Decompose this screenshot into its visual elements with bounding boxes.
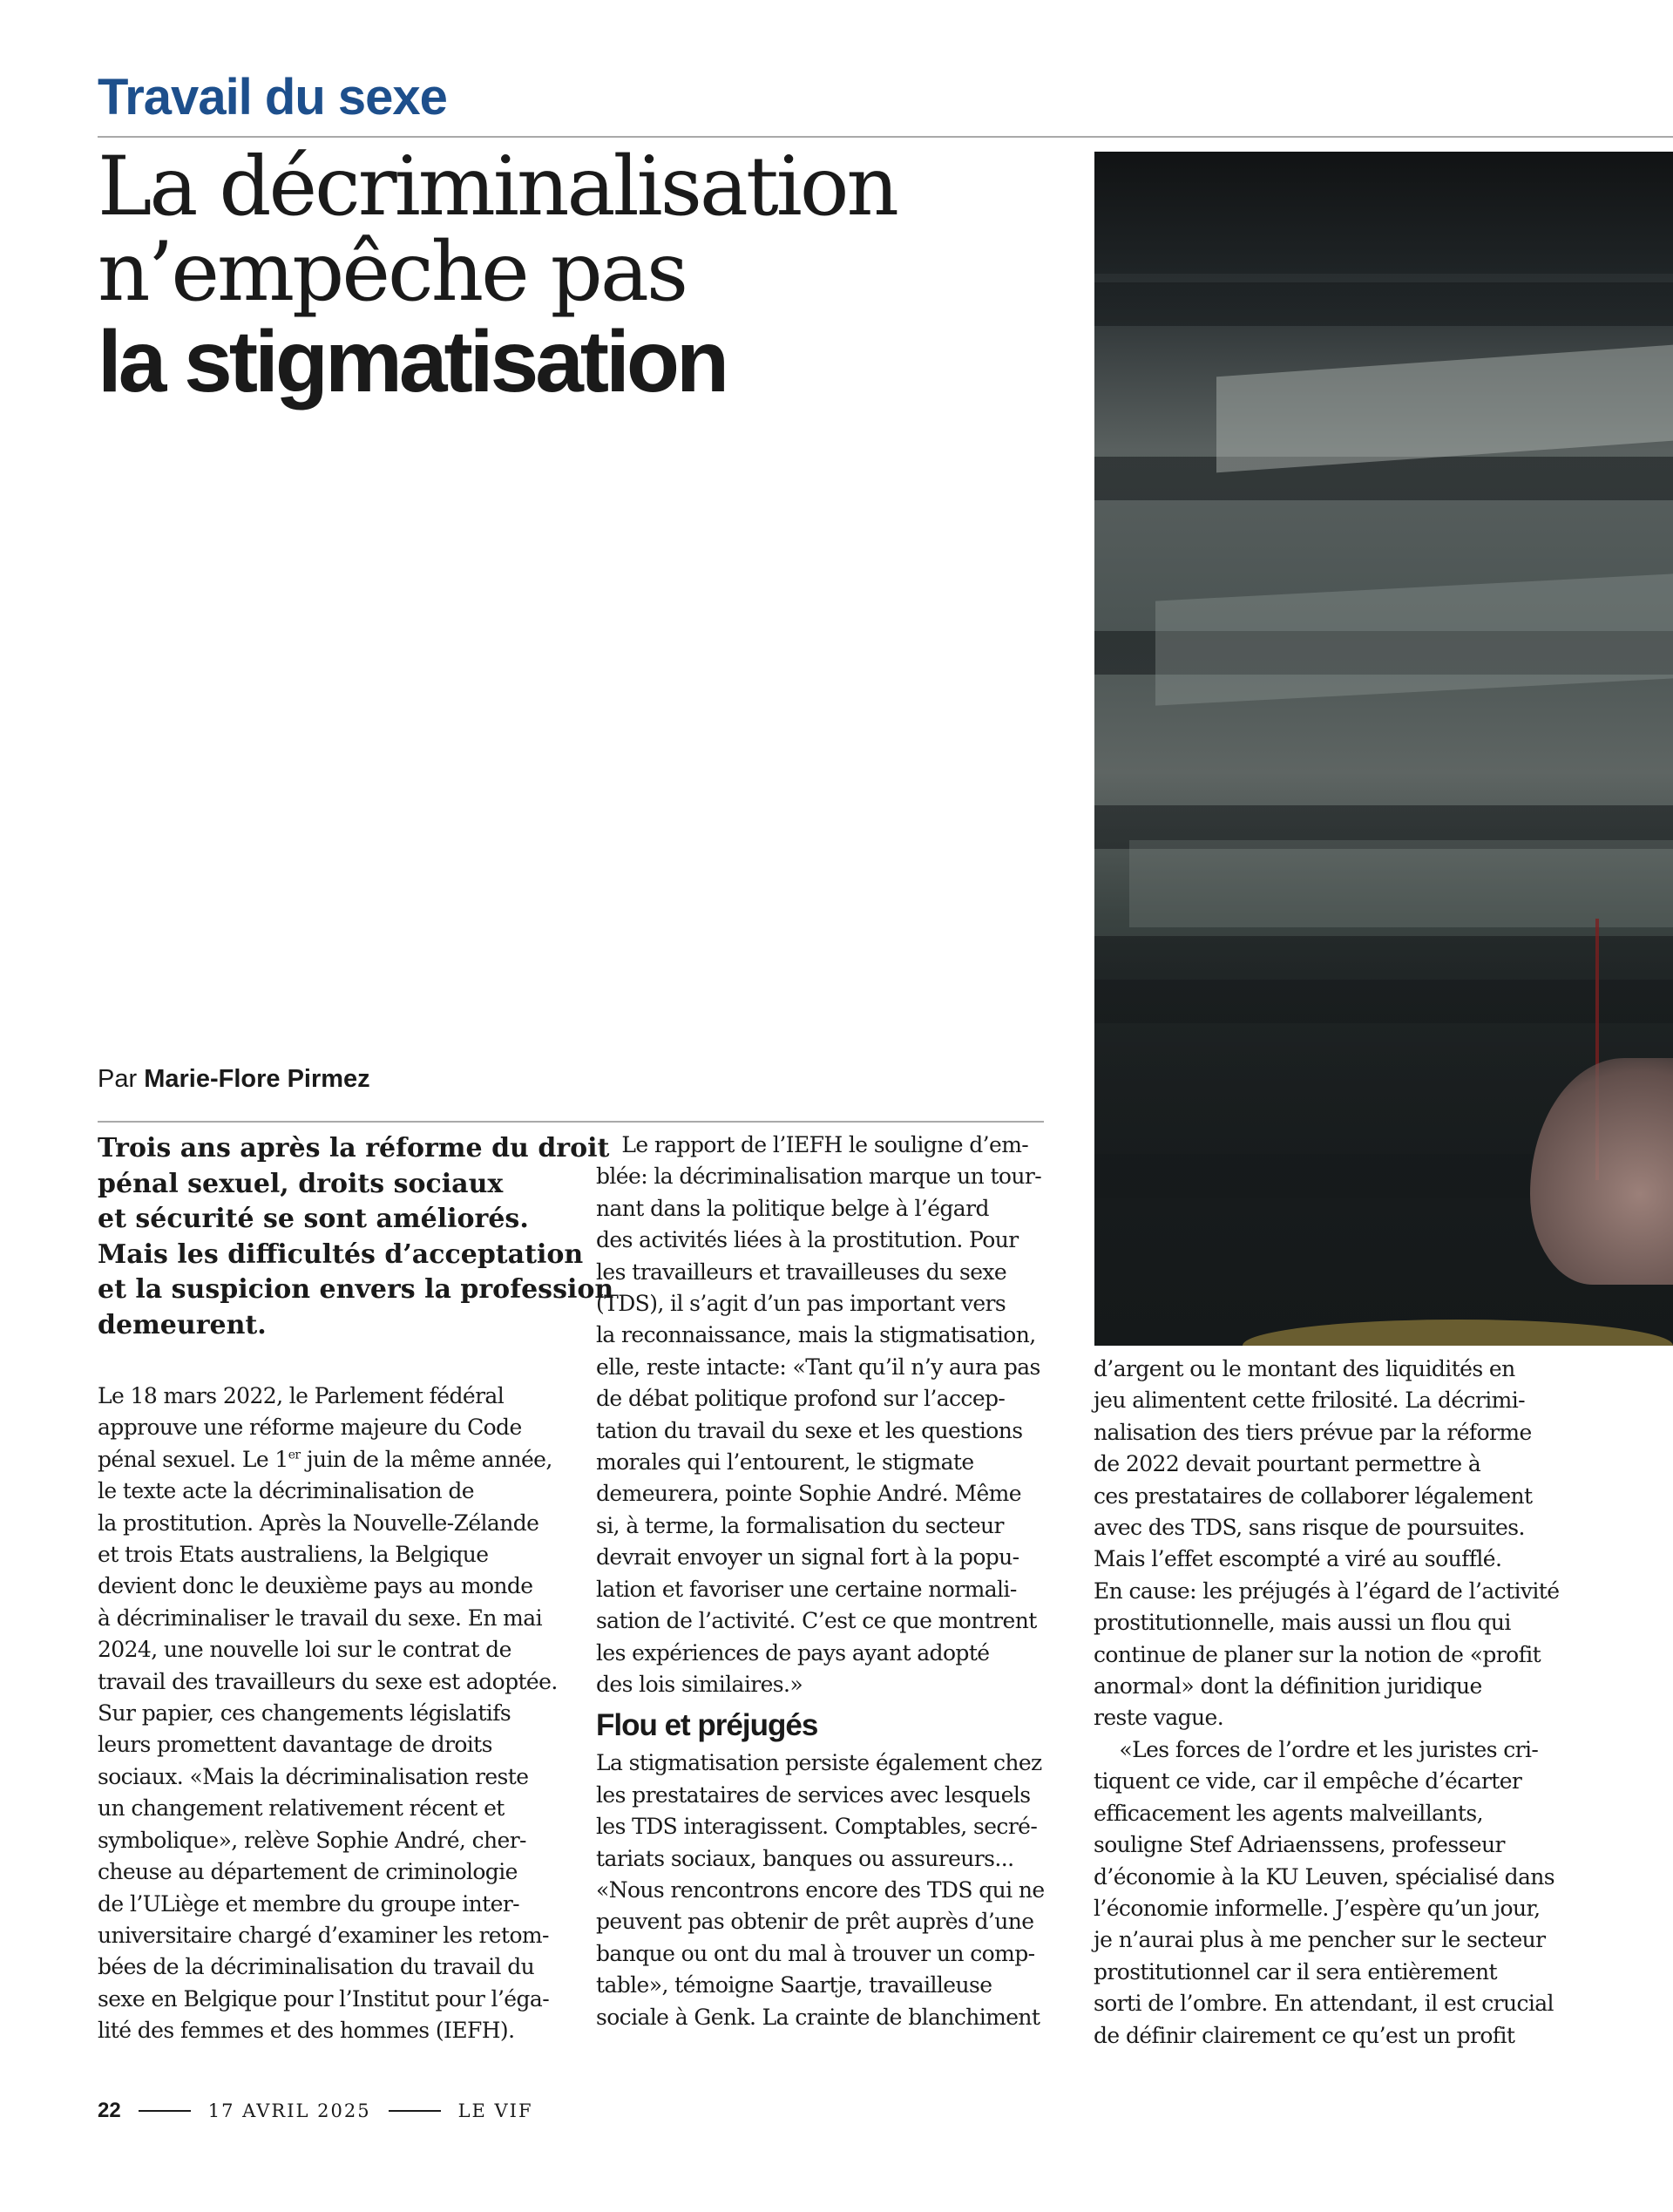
lead-line: Trois ans après la réforme du droit <box>98 1133 610 1164</box>
text-line: devrait envoyer un signal fort à la popu- <box>596 1544 1019 1571</box>
text-line: à décriminaliser le travail du sexe. En mai <box>98 1605 542 1631</box>
text-line: les travailleurs et travailleuses du sexe <box>596 1259 1007 1285</box>
text-line: approuve une réforme majeure du Code <box>98 1415 522 1441</box>
text-line: «Nous rencontrons encore des TDS qui ne <box>596 1876 1045 1903</box>
lead-line: Mais les difficultés d’acceptation <box>98 1238 584 1270</box>
byline <box>98 1065 370 1094</box>
text-span: juin de la même année, <box>300 1446 552 1472</box>
photo-shade <box>1129 840 1673 927</box>
title-line: n’empêche pas <box>98 225 687 320</box>
text-line: elle, reste intacte: «Tant qu’il n’y aura pas <box>596 1354 1040 1380</box>
text-line: continue de planer sur la notion de «profit <box>1094 1641 1541 1667</box>
text-line: efficacement les agents malveillants, <box>1094 1800 1483 1826</box>
text-line: tation du travail du sexe et les questions <box>596 1417 1023 1443</box>
text-line: symbolique», relève Sophie André, cher- <box>98 1827 526 1853</box>
text-line: sorti de l’ombre. En attendant, il est crucial <box>1094 1991 1554 2017</box>
article-title <box>98 139 1074 411</box>
text-line: sociale à Genk. La crainte de blanchiment <box>596 2004 1040 2030</box>
lead-line: pénal sexuel, droits sociaux <box>98 1168 504 1199</box>
text-line: travail des travailleurs du sexe est adoptée. <box>98 1668 558 1694</box>
text-line: demeurera, pointe Sophie André. Même <box>596 1481 1021 1507</box>
text-line: de l’ULiège et membre du groupe inter- <box>98 1890 520 1917</box>
text-line: nalisation des tiers prévue par la réforme <box>1094 1419 1532 1445</box>
text-line: des activités liées à la prostitution. Pour <box>596 1227 1019 1253</box>
text-line: table», témoigne Saartje, travailleuse <box>596 1972 992 1998</box>
title-line: La décriminalisation <box>98 139 897 234</box>
text-line: Le 18 mars 2022, le Parlement fédéral <box>98 1383 505 1408</box>
text-line: les prestataires de services avec lesquels <box>596 1781 1031 1808</box>
byline-prefix: Par <box>98 1065 138 1093</box>
photo-shade <box>1155 573 1673 705</box>
text-line: sexe en Belgique pour l’Institut pour l’éga- <box>98 1985 550 2012</box>
text-line: peuvent pas obtenir de prêt auprès d’une <box>596 1909 1034 1935</box>
text-line: les expériences de pays ayant adopté <box>596 1639 990 1666</box>
text-line: lité des femmes et des hommes (IEFH). <box>98 2018 515 2044</box>
issue-date: 17 AVRIL 2025 <box>207 2100 371 2121</box>
text-line: avec des TDS, sans risque de poursuites. <box>1094 1515 1525 1541</box>
text-line: et trois Etats australiens, la Belgique <box>98 1542 489 1568</box>
text-line: les TDS interagissent. Comptables, secré- <box>596 1814 1038 1840</box>
text-line: jeu alimentent cette frilosité. La décrimi- <box>1094 1388 1526 1414</box>
text-line: d’argent ou le montant des liquidités en <box>1094 1356 1515 1381</box>
text-line: le texte acte la décriminalisation de <box>98 1478 474 1504</box>
footer-dash <box>139 2110 191 2112</box>
text-line: morales qui l’entourent, le stigmate <box>596 1449 974 1476</box>
text-line: Le rapport de l’IEFH le souligne d’em- <box>596 1132 1029 1157</box>
photo-shade <box>1216 345 1673 473</box>
text-line: «Les forces de l’ordre et les juristes cri- <box>1094 1736 1539 1762</box>
text-line: Mais l’effet escompté a viré au soufflé. <box>1094 1546 1502 1572</box>
body-column-1 <box>98 1381 558 2047</box>
photo-shade <box>1094 152 1673 274</box>
lead-line: et sécurité se sont améliorés. <box>98 1204 529 1234</box>
text-line <box>98 1444 558 1476</box>
text-line: blée: la décriminalisation marque un tour- <box>596 1164 1042 1190</box>
text-line: sation de l’activité. C’est ce que montrent <box>596 1608 1037 1634</box>
body-column-3 <box>1094 1354 1559 2052</box>
section-kicker: Travail du sexe <box>98 69 447 126</box>
body-column-2 <box>596 1130 1045 2033</box>
text-line: 2024, une nouvelle loi sur le contrat de <box>98 1637 511 1663</box>
text-line: des lois similaires.» <box>596 1671 803 1697</box>
text-line: un changement relativement récent et <box>98 1795 505 1822</box>
byline-divider <box>98 1121 1044 1123</box>
magazine-name: LE VIF <box>457 2100 533 2121</box>
text-line: bées de la décriminalisation du travail du <box>98 1954 535 1980</box>
text-line: ces prestataires de collaborer légalement <box>1094 1483 1533 1509</box>
text-line: (TDS), il s’agit d’un pas important vers <box>596 1291 1006 1317</box>
page-footer <box>98 2099 533 2123</box>
page-number: 22 <box>98 2099 121 2122</box>
text-line: nant dans la politique belge à l’égard <box>596 1195 989 1221</box>
footer-dash <box>389 2110 441 2112</box>
text-line: de débat politique profond sur l’accep- <box>596 1386 1006 1412</box>
text-line: reste vague. <box>1094 1705 1224 1731</box>
text-line: d’économie à la KU Leuven, spécialisé dans <box>1094 1863 1555 1890</box>
text-line: leurs promettent davantage de droits <box>98 1732 492 1758</box>
text-line: lation et favoriser une certaine normali- <box>596 1576 1017 1602</box>
text-line: La stigmatisation persiste également chez <box>596 1750 1042 1776</box>
lead-paragraph <box>98 1131 614 1343</box>
lead-line: et la suspicion envers la profession <box>98 1274 614 1305</box>
lead-line: demeurent. <box>98 1309 267 1340</box>
text-line: prostitutionnel car il sera entièrement <box>1094 1958 1497 1985</box>
text-line: devient donc le deuxième pays au monde <box>98 1573 533 1599</box>
text-line: si, à terme, la formalisation du secteur <box>596 1512 1004 1538</box>
text-line: l’économie informelle. J’espère qu’un jour, <box>1094 1895 1541 1921</box>
top-divider <box>98 136 1673 138</box>
text-line: universitaire chargé d’examiner les retom- <box>98 1922 549 1948</box>
text-line: sociaux. «Mais la décriminalisation reste <box>98 1763 529 1789</box>
article-photo <box>1094 152 1673 1346</box>
byline-author: Marie-Flore Pirmez <box>144 1065 370 1093</box>
text-span: pénal sexuel. Le 1 <box>98 1446 288 1472</box>
text-line: souligne Stef Adriaenssens, professeur <box>1094 1832 1505 1858</box>
text-line: En cause: les préjugés à l’égard de l’activité <box>1094 1578 1560 1604</box>
text-line: Sur papier, ces changements législatifs <box>98 1700 511 1727</box>
superscript: er <box>288 1448 301 1462</box>
text-line: de définir clairement ce qu’est un profit <box>1094 2022 1515 2048</box>
text-line: prostitutionnelle, mais aussi un flou qui <box>1094 1610 1511 1636</box>
text-line: de 2022 devait pourtant permettre à <box>1094 1451 1481 1477</box>
text-line: anormal» dont la définition juridique <box>1094 1673 1482 1700</box>
text-line: banque ou ont du mal à trouver un comp- <box>596 1940 1035 1966</box>
text-line: la reconnaissance, mais la stigmatisation, <box>596 1322 1036 1348</box>
text-line: tiquent ce vide, car il empêche d’écarter <box>1094 1768 1522 1795</box>
text-line: je n’aurai plus à me pencher sur le secteur <box>1094 1927 1546 1953</box>
subheading: Flou et préjugés <box>596 1708 818 1743</box>
text-line: tariats sociaux, banques ou assureurs... <box>596 1845 1014 1871</box>
text-line: cheuse au département de criminologie <box>98 1859 518 1885</box>
title-line-bold: la stigmatisation <box>98 313 727 411</box>
text-line: la prostitution. Après la Nouvelle-Zélande <box>98 1510 539 1536</box>
